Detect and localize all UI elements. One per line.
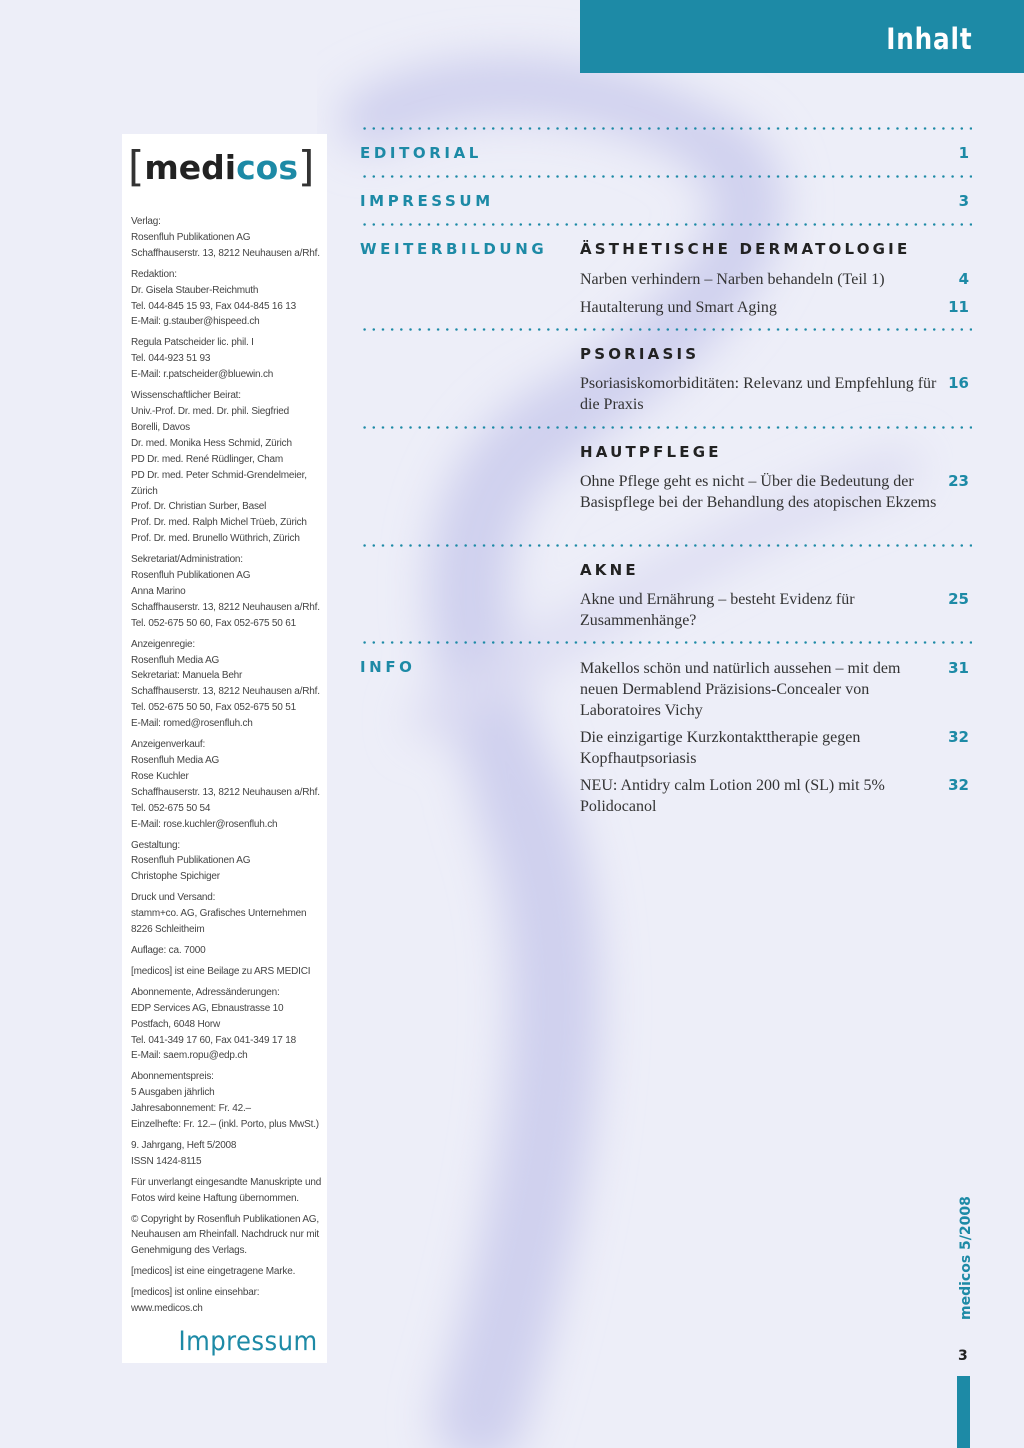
impressum-line: E-Mail: g.stauber@hispeed.ch (131, 316, 260, 328)
impressum-line: Univ.-Prof. Dr. med. Dr. phil. Siegfried (131, 405, 289, 417)
impressum-block (131, 388, 323, 547)
impressum-line: Abonnementspreis: (131, 1071, 214, 1083)
impressum-block (131, 1069, 323, 1133)
toc-entry[interactable]: Die einzigartige Kurzkontakttherapie gegen Kopfhautpsoriasis (580, 729, 861, 767)
impressum-line: Tel. 052-675 50 54 (131, 802, 211, 814)
impressum-line: Auflage: ca. 7000 (131, 944, 206, 956)
impressum-line: Regula Patscheider lic. phil. I (131, 337, 254, 349)
impressum-block (131, 335, 323, 383)
impressum-line: Wissenschaftlicher Beirat: (131, 390, 241, 402)
impressum-line: Genehmigung des Verlags. (131, 1245, 247, 1257)
impressum-line: E-Mail: romed@rosenfluh.ch (131, 718, 253, 730)
impressum-line: Tel. 052-675 50 60, Fax 052-675 50 61 (131, 617, 296, 629)
impressum-line: PD Dr. med. Peter Schmid-Grendelmeier, (131, 469, 307, 481)
impressum-line: Anzeigenregie: (131, 638, 195, 650)
impressum-line: E-Mail: r.patscheider@bluewin.ch (131, 369, 274, 381)
dotted-divider (360, 327, 972, 332)
impressum-line: Borelli, Davos (131, 421, 190, 433)
impressum-line: Tel. 041-349 17 60, Fax 041-349 17 18 (131, 1034, 296, 1046)
impressum-line: Einzelhefte: Fr. 12.– (inkl. Porto, plus MwSt.) (131, 1119, 319, 1131)
impressum-line: PD Dr. med. René Rüdlinger, Cham (131, 453, 284, 465)
toc-entry[interactable]: NEU: Antidry calm Lotion 200 ml (SL) mit 5% Polidocanol (580, 777, 885, 815)
dotted-divider (360, 425, 972, 430)
impressum-line: Schaffhauserstr. 13, 8212 Neuhausen a/Rhf. (131, 601, 320, 613)
impressum-line: [medicos] ist online einsehbar: (131, 1287, 260, 1299)
toc-entry-page[interactable]: 16 (948, 374, 969, 392)
impressum-footer: Impressum (178, 1326, 318, 1357)
impressum-block (131, 214, 323, 262)
impressum-block (131, 1138, 323, 1170)
toc-section-info: INFO (360, 658, 416, 676)
impressum-line: Prof. Dr. med. Ralph Michel Trüeb, Zürich (131, 517, 307, 529)
impressum-line: Jahresabonnement: Fr. 42.– (131, 1103, 251, 1115)
toc-section-weiterbildung: WEITERBILDUNG (360, 240, 548, 258)
toc-page-impressum[interactable]: 3 (958, 192, 969, 210)
impressum-block (131, 552, 323, 632)
dotted-divider (360, 543, 972, 548)
impressum-line: Neuhausen am Rheinfall. Nachdruck nur mit (131, 1229, 320, 1241)
impressum-line: Tel. 044-845 15 93, Fax 044-845 16 13 (131, 300, 296, 312)
impressum-line: ISSN 1424-8115 (131, 1155, 202, 1167)
impressum-line: Redaktion: (131, 268, 177, 280)
medicos-logo: [medicos] (128, 142, 315, 191)
impressum-line: Sekretariat: Manuela Behr (131, 670, 243, 682)
impressum-block (131, 267, 323, 331)
impressum-line: Christophe Spichiger (131, 871, 220, 883)
header-bar (580, 0, 1024, 73)
toc-entry-page[interactable]: 23 (948, 472, 969, 490)
impressum-line: Anzeigenverkauf: (131, 739, 206, 751)
page-edge-bar (957, 1376, 970, 1448)
impressum-block (131, 637, 323, 732)
toc-entry[interactable]: Hautalterung und Smart Aging (580, 299, 777, 316)
impressum-line: Dr. med. Monika Hess Schmid, Zürich (131, 437, 292, 449)
impressum-line: Verlag: (131, 216, 161, 227)
impressum-block (131, 964, 323, 980)
impressum-line: stamm+co. AG, Grafisches Unternehmen (131, 908, 307, 920)
impressum-line: Postfach, 6048 Horw (131, 1018, 221, 1030)
impressum-line: Rosenfluh Publikationen AG (131, 570, 251, 582)
toc-entry-page[interactable]: 11 (948, 298, 969, 316)
toc-entry[interactable]: Narben verhindern – Narben behandeln (Teil 1) (580, 271, 885, 288)
toc-section-editorial[interactable]: EDITORIAL (360, 144, 482, 162)
toc-entry[interactable]: Psoriasiskomorbiditäten: Relevanz und Empfehlung für die Praxis (580, 375, 937, 413)
dotted-divider (360, 174, 972, 179)
toc-subsection-hautpflege: HAUTPFLEGE (580, 443, 722, 461)
toc-entry-page[interactable]: 32 (948, 776, 969, 794)
impressum-line: 9. Jahrgang, Heft 5/2008 (131, 1139, 237, 1151)
impressum-block (131, 985, 323, 1065)
impressum-line: [medicos] ist eine Beilage zu ARS MEDICI (131, 965, 311, 977)
toc-entry-page[interactable]: 32 (948, 728, 969, 746)
impressum-line: Rosenfluh Publikationen AG (131, 855, 251, 867)
impressum-line: EDP Services AG, Ebnaustrasse 10 (131, 1002, 284, 1014)
impressum-line: E-Mail: saem.ropu@edp.ch (131, 1050, 248, 1062)
toc-section-impressum[interactable]: IMPRESSUM (360, 192, 494, 210)
impressum-block (131, 1285, 323, 1317)
impressum-line: Fotos wird keine Haftung übernommen. (131, 1192, 299, 1204)
impressum-line: Prof. Dr. med. Brunello Wüthrich, Zürich (131, 533, 300, 545)
impressum-line: www.medicos.ch (131, 1303, 203, 1315)
impressum-block (131, 737, 323, 832)
impressum-line: 5 Ausgaben jährlich (131, 1087, 215, 1099)
page-number: 3 (958, 1348, 968, 1364)
toc-entry-page[interactable]: 25 (948, 590, 969, 608)
impressum-line: Schaffhauserstr. 13, 8212 Neuhausen a/Rhf. (131, 786, 320, 798)
dotted-divider (360, 126, 972, 131)
page-title: Inhalt (885, 22, 972, 56)
toc-entry[interactable]: Akne und Ernährung – besteht Evidenz für Zusammenhänge? (580, 591, 855, 629)
toc-subsection-psoriasis: PSORIASIS (580, 345, 700, 363)
impressum-line: Anna Marino (131, 585, 186, 597)
impressum-line: Gestaltung: (131, 839, 180, 851)
toc-entry[interactable]: Ohne Pflege geht es nicht – Über die Bedeutung der Basispflege bei der Behandlung des atopischen Ekzems (580, 473, 937, 511)
toc-entry-page[interactable]: 4 (958, 270, 969, 288)
impressum-text (131, 214, 323, 1322)
impressum-line: Rose Kuchler (131, 770, 189, 782)
issue-label: medicos 5/2008 (958, 1196, 974, 1320)
impressum-line: [medicos] ist eine eingetragene Marke. (131, 1266, 296, 1278)
impressum-line: Sekretariat/Administration: (131, 554, 243, 566)
impressum-block (131, 1175, 323, 1207)
impressum-block (131, 1264, 323, 1280)
impressum-block (131, 1212, 323, 1260)
toc-entry-page[interactable]: 31 (948, 659, 969, 677)
toc-subsection-akne: AKNE (580, 561, 639, 579)
impressum-line: Tel. 044-923 51 93 (131, 353, 211, 365)
impressum-line: Prof. Dr. Christian Surber, Basel (131, 501, 267, 513)
impressum-line: 8226 Schleitheim (131, 924, 205, 936)
toc-entry[interactable]: Makellos schön und natürlich aussehen – mit dem neuen Dermablend Präzisions-Concealer von Laboratoires Vichy (580, 660, 901, 719)
dotted-divider (360, 222, 972, 227)
impressum-line: Für unverlangt eingesandte Manuskripte und (131, 1176, 322, 1188)
toc-page-editorial[interactable]: 1 (958, 144, 969, 162)
impressum-block (131, 943, 323, 959)
impressum-line: Schaffhauserstr. 13, 8212 Neuhausen a/Rhf. (131, 686, 320, 698)
impressum-line: Rosenfluh Media AG (131, 654, 220, 666)
impressum-line: © Copyright by Rosenfluh Publikationen AG, (131, 1213, 319, 1225)
impressum-line: Abonnemente, Adressänderungen: (131, 986, 280, 998)
impressum-line: Druck und Versand: (131, 892, 216, 904)
impressum-box (122, 134, 327, 1363)
impressum-line: Tel. 052-675 50 50, Fax 052-675 50 51 (131, 702, 296, 714)
toc-subsection-derma: ÄSTHETISCHE DERMATOLOGIE (580, 240, 911, 258)
impressum-line: Dr. Gisela Stauber-Reichmuth (131, 284, 259, 296)
impressum-line: Rosenfluh Publikationen AG (131, 231, 251, 243)
impressum-block (131, 838, 323, 886)
impressum-line: Schaffhauserstr. 13, 8212 Neuhausen a/Rhf. (131, 247, 320, 259)
impressum-line: E-Mail: rose.kuchler@rosenfluh.ch (131, 818, 278, 830)
impressum-line: Rosenfluh Media AG (131, 755, 220, 766)
impressum-line: Zürich (131, 485, 158, 497)
impressum-block (131, 890, 323, 938)
dotted-divider (360, 640, 972, 645)
